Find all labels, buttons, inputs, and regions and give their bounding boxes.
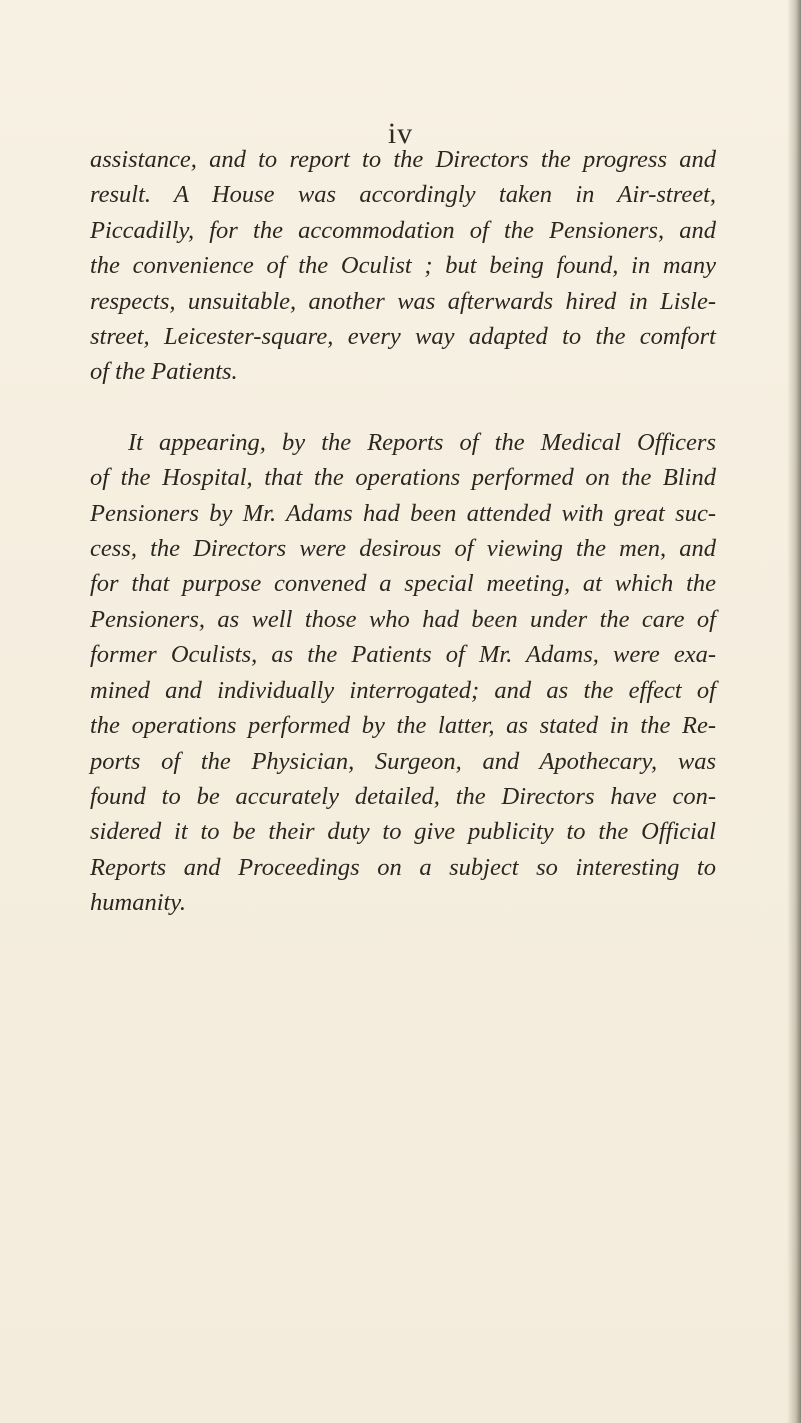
page-number: iv [387,117,414,150]
text-line: the convenience of the Oculist ; but being found, in many [90,252,716,280]
text-line: Pensioners by Mr. Adams had been attended with great suc- [90,499,716,527]
paragraph-2 [90,425,716,921]
text-line: humanity. [90,889,186,917]
text-line: sidered it to be their duty to give publicity to the Official [90,818,716,846]
text-line: result. A House was accordingly taken in Air-street, [90,181,716,209]
text-line: It appearing, by the Reports of the Medical Officers [128,428,716,456]
text-line: mined and individually interrogated; and as the effect of [90,676,716,704]
body-text [90,142,716,921]
text-line: respects, unsuitable, another was afterwards hired in Lisle- [90,287,716,315]
text-line: the operations performed by the latter, as stated in the Re- [90,712,716,740]
text-line: ports of the Physician, Surgeon, and Apothecary, was [90,747,716,775]
text-line: former Oculists, as the Patients of Mr. Adams, were exa- [90,641,716,669]
paragraph-1 [90,142,716,390]
text-line: cess, the Directors were desirous of viewing the men, and [90,535,716,563]
text-line: street, Leicester-square, every way adapted to the comfort [90,323,716,351]
paragraph-gap [90,390,716,425]
text-line: Piccadilly, for the accommodation of the Pensioners, and [90,216,716,244]
page-edge-shadow [787,0,801,1423]
text-line: for that purpose convened a special meeting, at which the [90,570,716,598]
text-line: of the Patients. [90,358,238,386]
text-line: Reports and Proceedings on a subject so interesting to [90,853,716,881]
text-line: of the Hospital, that the operations performed on the Blind [90,464,716,492]
text-line: assistance, and to report to the Directors the progress and [90,146,716,173]
text-line: found to be accurately detailed, the Directors have con- [90,782,716,810]
text-line: Pensioners, as well those who had been under the care of [90,605,716,633]
